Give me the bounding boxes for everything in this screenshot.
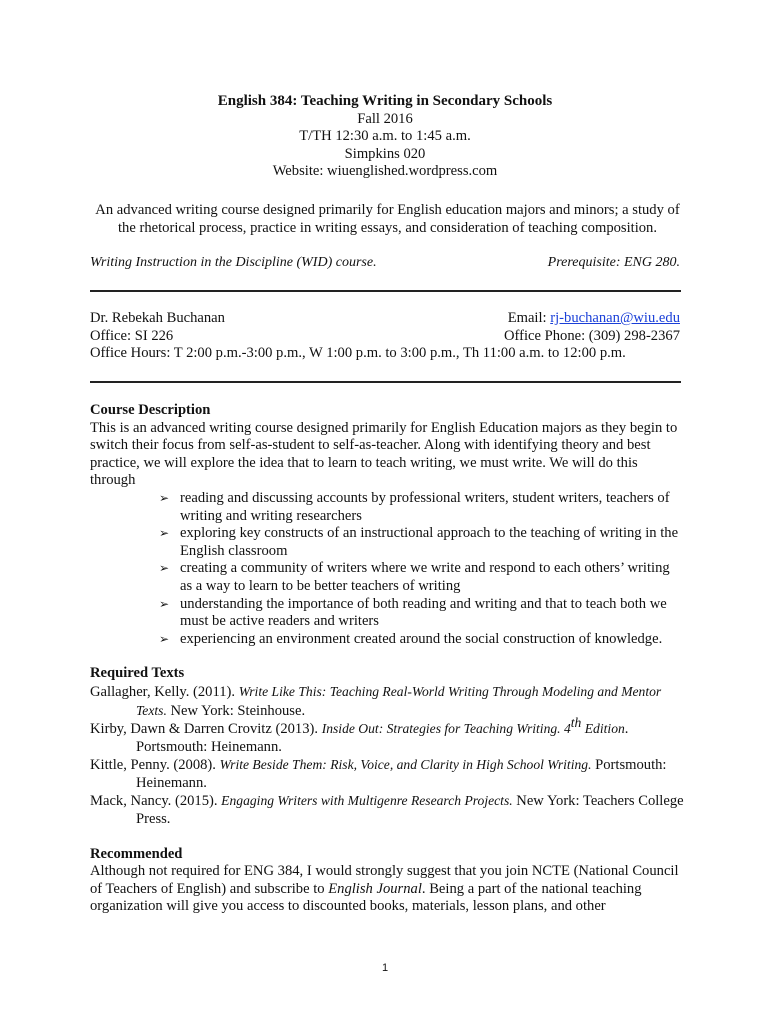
course-title: English 384: Teaching Writing in Secondary Schools	[217, 93, 553, 109]
email-link[interactable]: rj-buchanan@wiu.edu	[550, 310, 680, 326]
recommended-text: Although not required for ENG 384, I would strongly suggest that you join NCTE (National Council of Teachers of English) and subscribe to English Journal. Being a part of the national teaching organization will give you access to discounted books, materials, lesson plans, and other	[90, 863, 679, 915]
office-location: Office: SI 226	[90, 327, 174, 344]
arrowhead-bullet-icon: ➢	[159, 631, 170, 646]
arrowhead-bullet-icon: ➢	[159, 490, 170, 505]
email-line	[508, 310, 680, 328]
recommended-heading: Recommended	[90, 845, 183, 862]
arrowhead-bullet-icon: ➢	[159, 561, 170, 576]
reference-entry: Kirby, Dawn & Darren Crovitz (2013). Inside Out: Strategies for Teaching Writing. 4th Edition. Portsmouth: Heinemann.	[90, 715, 629, 755]
page-number: 1	[381, 962, 389, 974]
list-item: ➢ creating a community of writers where we write and respond to each others’ writing as a way to learn to be better teachers of writing	[159, 560, 670, 594]
syllabus-body	[90, 402, 685, 916]
course-summary: An advanced writing course designed primarily for English education majors and minors; a study of the rhetorical process, practice in writing essays, and consideration of teaching composition.	[95, 202, 680, 236]
arrowhead-bullet-icon: ➢	[159, 526, 170, 541]
course-description-intro: This is an advanced writing course designed primarily for English Education majors as they begin to switch their focus from self-as-student to self-as-teacher. Along with identifying theory and best practice, we will explore the idea that to learn to teach writing, we must write. We will do this through	[90, 419, 678, 489]
prerequisite-note: Prerequisite: ENG 280.	[547, 255, 680, 270]
reference-entry: Mack, Nancy. (2015). Engaging Writers with Multigenre Research Projects. New York: Teachers College Press.	[90, 793, 684, 828]
course-goals-list	[90, 490, 685, 648]
course-term: Fall 2016	[357, 110, 413, 127]
course-header	[0, 93, 770, 181]
list-item: ➢ reading and discussing accounts by professional writers, student writers, teachers of writing and writing researchers	[159, 489, 670, 524]
bottom-divider	[90, 381, 681, 383]
reference-entry: Gallagher, Kelly. (2011). Write Like This: Teaching Real-World Writing Through Modeling and Mentor Texts. New York: Steinhouse.	[90, 683, 662, 719]
office-hours: Office Hours: T 2:00 p.m.-3:00 p.m., W 1:00 p.m. to 3:00 p.m., Th 11:00 a.m. to 12:00 p.m.	[90, 345, 626, 362]
course-room: Simpkins 020	[344, 145, 426, 162]
reference-entry: Kittle, Penny. (2008). Write Beside Them: Risk, Voice, and Clarity in High School Writing. Portsmouth: Heinemann.	[90, 757, 667, 791]
instructor-name: Dr. Rebekah Buchanan	[90, 310, 225, 326]
top-divider	[90, 290, 681, 292]
office-phone: Office Phone: (309) 298-2367	[503, 327, 680, 344]
instructor-contact	[90, 310, 680, 363]
list-item: ➢ understanding the importance of both reading and writing and that to teach both we must be active readers and writers	[159, 595, 667, 630]
arrowhead-bullet-icon: ➢	[159, 596, 170, 611]
wid-row	[90, 254, 680, 272]
email-label: Email:	[507, 310, 551, 326]
course-website: Website: wiuenglished.wordpress.com	[272, 163, 498, 180]
required-texts-heading: Required Texts	[90, 665, 185, 682]
course-description-heading: Course Description	[90, 402, 211, 418]
list-item: ➢ experiencing an environment created around the social construction of knowledge.	[159, 630, 663, 647]
course-schedule: T/TH 12:30 a.m. to 1:45 a.m.	[299, 128, 471, 145]
wid-note: Writing Instruction in the Discipline (WID) course.	[90, 255, 377, 270]
list-item: ➢ exploring key constructs of an instructional approach to the teaching of writing in the English classroom	[159, 525, 679, 559]
